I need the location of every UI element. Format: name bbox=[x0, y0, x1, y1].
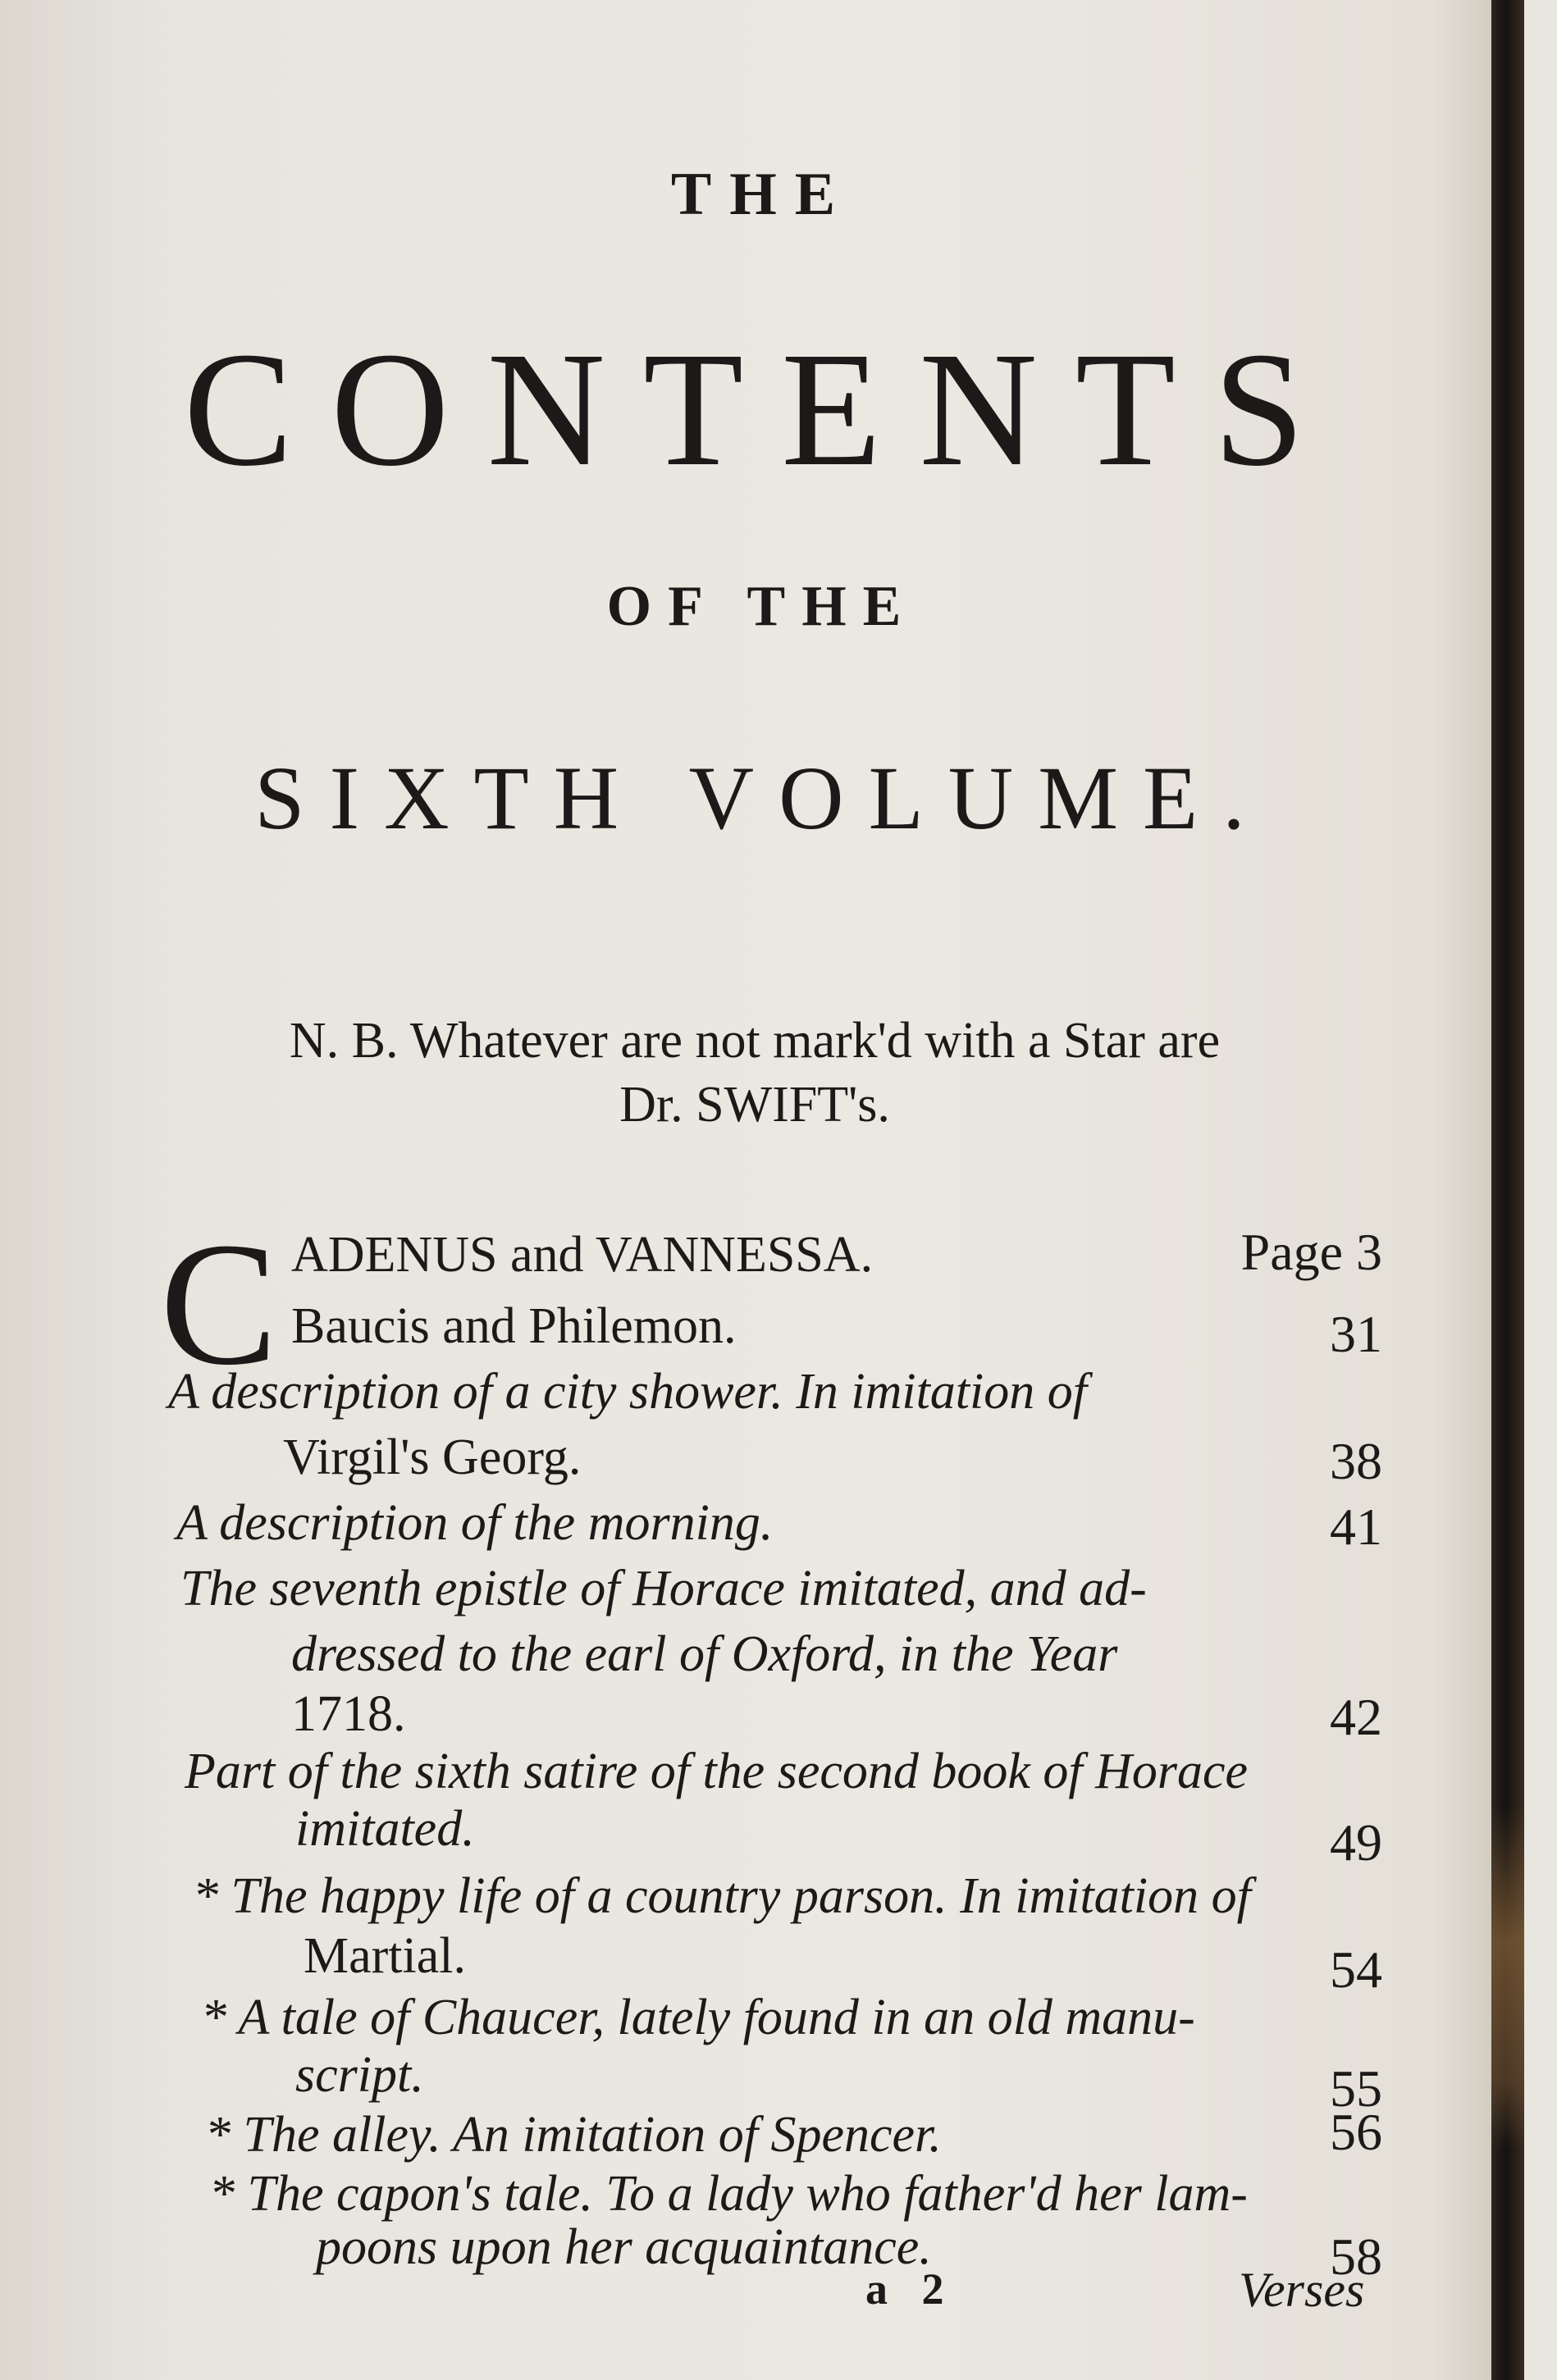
toc-entry-page: 55 bbox=[1330, 2059, 1382, 2118]
toc-entry-page: 49 bbox=[1330, 1813, 1382, 1872]
drop-cap: C bbox=[160, 1206, 278, 1402]
toc-entry-line: Martial. bbox=[304, 1928, 466, 1984]
toc-entry-page: 58 bbox=[1330, 2227, 1382, 2286]
toc-entry-page: 42 bbox=[1330, 1688, 1382, 1746]
catchword: Verses bbox=[1239, 2263, 1365, 2317]
toc-entry-line: Virgil's Georg. bbox=[283, 1429, 582, 1485]
note-line-2: Dr. SWIFT's. bbox=[619, 1077, 890, 1133]
toc-entry-title: * The alley. An imitation of Spencer. bbox=[205, 2107, 942, 2163]
toc-entry-page: 56 bbox=[1330, 2103, 1382, 2161]
toc-entry-line: A description of a city shower. In imitation of bbox=[168, 1364, 1087, 1420]
toc-entry-line: The seventh epistle of Horace imitated, and ad- bbox=[180, 1561, 1147, 1616]
toc-entry-line: script. bbox=[295, 2047, 424, 2103]
toc-entry-title: A description of the morning. bbox=[176, 1495, 774, 1551]
signature-mark: a 2 bbox=[865, 2264, 956, 2314]
title-contents: CONTENTS bbox=[183, 319, 1343, 500]
toc-entry-page: 54 bbox=[1330, 1940, 1382, 1999]
toc-entry-line: Part of the sixth satire of the second book of Horace bbox=[185, 1744, 1249, 1799]
toc-entry-line: * The capon's tale. To a lady who father'd her lam- bbox=[209, 2166, 1248, 2222]
toc-entry-line: * A tale of Chaucer, lately found in an old manu- bbox=[201, 1990, 1195, 2045]
toc-entry-page: 31 bbox=[1330, 1305, 1382, 1363]
title-the: THE bbox=[670, 161, 854, 228]
toc-entry-line: 1718. bbox=[291, 1686, 406, 1742]
title-of-the: OF THE bbox=[606, 575, 918, 638]
title-volume: SIXTH VOLUME. bbox=[254, 748, 1270, 848]
toc-entry-line: imitated. bbox=[295, 1801, 475, 1857]
note-line-1: N. B. Whatever are not mark'd with a Star are bbox=[289, 1013, 1221, 1069]
toc-entry-title: ADENUS and VANNESSA. bbox=[291, 1227, 874, 1283]
toc-entry-title: Baucis and Philemon. bbox=[291, 1298, 737, 1354]
toc-entry-line: dressed to the earl of Oxford, in the Year bbox=[291, 1626, 1118, 1682]
toc-entry-page: Page 3 bbox=[1240, 1223, 1382, 1281]
toc-entry-line: poons upon her acquaintance. bbox=[316, 2219, 932, 2275]
toc-entry-line: * The happy life of a country parson. In imitation of bbox=[193, 1868, 1251, 1924]
toc-entry-page: 38 bbox=[1330, 1432, 1382, 1490]
toc-entry-page: 41 bbox=[1330, 1498, 1382, 1556]
